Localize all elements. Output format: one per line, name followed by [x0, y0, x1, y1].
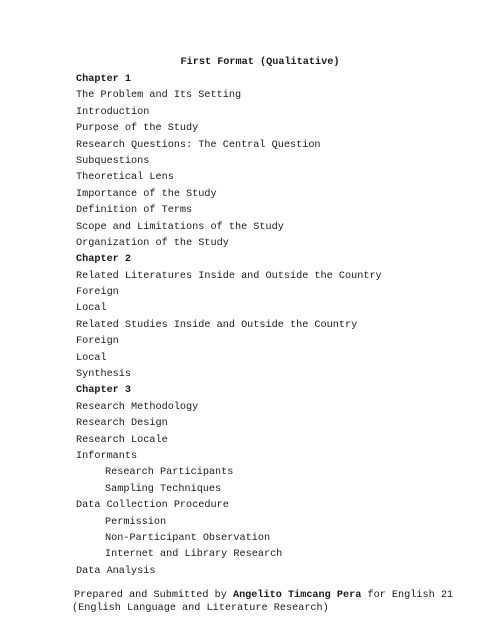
outline-item: Internet and Library Research [105, 549, 283, 561]
document-title: First Format (Qualitative) [180, 57, 340, 68]
outline-item: Importance of the Study [76, 188, 217, 200]
outline-item: Data Collection Procedure [76, 500, 229, 512]
chapter-heading: Chapter 1 [76, 74, 132, 85]
outline-item: Informants [76, 450, 138, 462]
outline-item: Foreign [76, 336, 119, 348]
footer-suffix: for English 21 [361, 590, 454, 601]
footer-credit [74, 589, 453, 615]
outline-item: Foreign [76, 287, 119, 299]
footer-author: Angelito Timcang Pera [232, 590, 362, 601]
outline-item: Permission [105, 516, 167, 528]
footer-prefix: Prepared and Submitted by [74, 590, 233, 601]
outline-item: Research Questions: The Central Question [76, 139, 321, 151]
outline-list [76, 72, 382, 580]
chapter-heading: Chapter 2 [76, 254, 132, 266]
footer-line2: (English Language and Literature Research) [72, 603, 329, 614]
outline-item: Synthesis [76, 369, 132, 381]
outline-item: Organization of the Study [76, 237, 229, 249]
outline-item: Purpose of the Study [76, 123, 199, 135]
outline-item: Research Participants [105, 467, 234, 479]
outline-item: The Problem and Its Setting [76, 90, 242, 102]
chapter-heading: Chapter 3 [76, 385, 132, 397]
outline-item: Research Locale [76, 434, 168, 446]
outline-item: Research Methodology [76, 401, 199, 413]
outline-item: Subquestions [76, 155, 150, 167]
outline-item: Related Literatures Inside and Outside the Country [76, 270, 382, 282]
outline-item: Related Studies Inside and Outside the Country [76, 319, 358, 331]
outline-item: Theoretical Lens [76, 172, 174, 184]
outline-item: Research Design [76, 418, 168, 430]
outline-item: Definition of Terms [76, 205, 193, 217]
outline-item: Non-Participant Observation [105, 532, 271, 544]
outline-item: Introduction [76, 106, 150, 118]
outline-item: Data Analysis [76, 565, 156, 577]
outline-item: Sampling Techniques [105, 483, 222, 495]
outline-item: Scope and Limitations of the Study [76, 221, 284, 233]
outline-item: Local [76, 303, 107, 315]
outline-item: Local [76, 352, 107, 364]
